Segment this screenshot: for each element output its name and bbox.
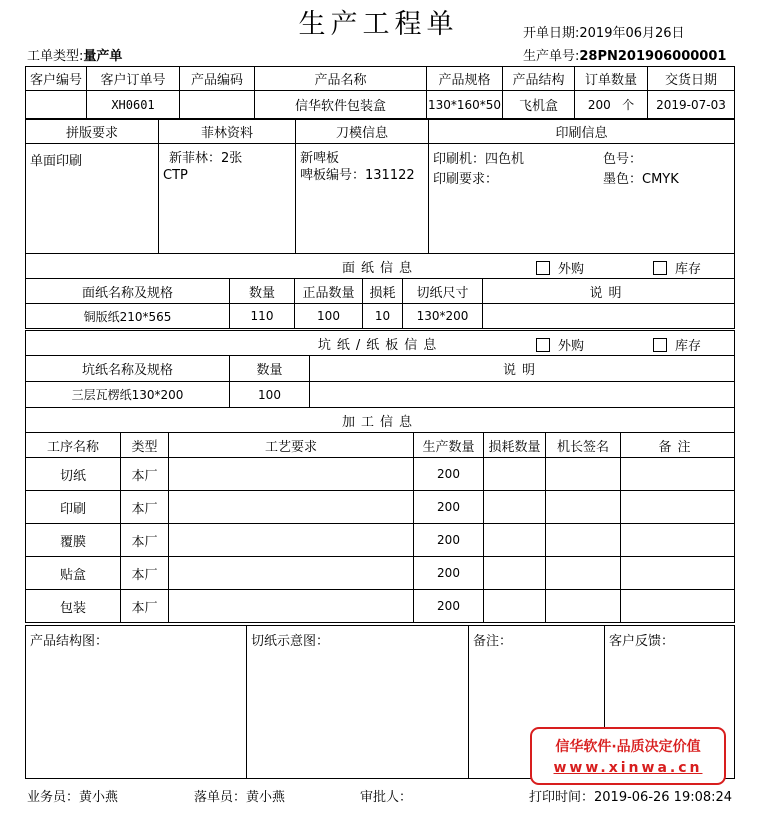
press-info — [429, 144, 735, 254]
face-paper-header-row — [26, 279, 735, 304]
col-header: 损耗 — [363, 279, 403, 304]
print-time: 打印时间：2019-06-26 19:08:24 — [529, 790, 733, 805]
open-date — [523, 22, 685, 41]
face-paper-section-row — [26, 254, 735, 279]
order-qty — [575, 91, 648, 119]
color-label: 色号： — [603, 152, 643, 167]
corrugated-header-row — [26, 356, 735, 382]
process-table — [25, 407, 735, 623]
col-header: 机长签名 — [546, 433, 621, 458]
col-header: 交货日期 — [648, 67, 735, 91]
film-info — [159, 144, 296, 254]
cutting-diagram: 切纸示意图： — [247, 626, 469, 779]
col-header: 说明 — [483, 279, 735, 304]
process-loss — [484, 524, 546, 557]
col-header: 数量 — [230, 356, 310, 382]
table-row — [26, 458, 735, 491]
stock-label: 库存 — [675, 339, 702, 354]
stock-checkbox[interactable] — [653, 261, 667, 275]
process-qty: 200 — [414, 458, 484, 491]
corrugated-section — [26, 331, 735, 356]
product-structure-diagram: 产品结构图： — [26, 626, 247, 779]
corrugated-section-row — [26, 331, 735, 356]
press-line1: 印刷机：四色机 — [433, 152, 525, 167]
corrugated-name: 三层瓦楞纸130*200 — [26, 382, 230, 408]
order-qty-value: 200 — [587, 98, 611, 112]
order-type-label: 工单类型: — [27, 49, 84, 64]
press-line2: 印刷要求： — [433, 172, 499, 187]
face-paper-outsource[interactable] — [536, 258, 584, 277]
order-table — [25, 66, 735, 119]
corrugated-note — [310, 382, 735, 408]
process-remark — [621, 458, 735, 491]
process-sign — [546, 590, 621, 623]
product-code — [180, 91, 255, 119]
process-name: 切纸 — [26, 458, 121, 491]
outsource-checkbox[interactable] — [536, 261, 550, 275]
face-paper-row — [26, 304, 735, 329]
order-type — [27, 45, 122, 64]
remarks-box: 备注： — [469, 626, 605, 779]
col-header: 产品编码 — [180, 67, 255, 91]
process-name: 包装 — [26, 590, 121, 623]
process-sign — [546, 524, 621, 557]
col-header: 产品规格 — [427, 67, 503, 91]
customer-feedback-box: 客户反馈： — [605, 626, 735, 779]
ink-color: 墨色：CMYK — [603, 172, 679, 187]
salesman: 业务员：黄小燕 — [27, 790, 119, 805]
col-header: 印刷信息 — [429, 120, 735, 144]
process-type: 本厂 — [121, 458, 169, 491]
face-paper-loss: 10 — [363, 304, 403, 329]
die-line1: 新啤板 — [300, 151, 340, 166]
film-line2: CTP — [163, 168, 188, 183]
col-header: 拼版要求 — [26, 120, 159, 144]
process-qty: 200 — [414, 491, 484, 524]
col-header: 工艺要求 — [169, 433, 414, 458]
process-remark — [621, 524, 735, 557]
process-loss — [484, 590, 546, 623]
table-row — [26, 590, 735, 623]
table-row — [26, 491, 735, 524]
col-header: 客户订单号 — [87, 67, 180, 91]
imposition: 单面印刷 — [26, 144, 159, 254]
outsource-label: 外购 — [558, 262, 585, 277]
open-date-label: 开单日期: — [523, 26, 580, 41]
process-sign — [546, 458, 621, 491]
corrugated-row — [26, 382, 735, 408]
delivery-date: 2019-07-03 — [648, 91, 735, 119]
table-row — [26, 557, 735, 590]
die-info — [296, 144, 429, 254]
process-type: 本厂 — [121, 491, 169, 524]
process-type: 本厂 — [121, 524, 169, 557]
col-header: 类型 — [121, 433, 169, 458]
process-title: 加工信息 — [342, 414, 419, 430]
process-sign — [546, 557, 621, 590]
press-row1 — [433, 150, 730, 170]
col-header: 产品名称 — [255, 67, 427, 91]
face-paper-note — [483, 304, 735, 329]
open-date-value: 2019年06月26日 — [579, 26, 685, 41]
stamp-line1: 信华软件·品质决定价值 — [555, 739, 701, 755]
col-header: 工序名称 — [26, 433, 121, 458]
process-requirement — [169, 491, 414, 524]
process-qty: 200 — [414, 524, 484, 557]
press-row2 — [433, 170, 730, 190]
col-header: 坑纸名称及规格 — [26, 356, 230, 382]
process-section — [26, 408, 735, 433]
product-name: 信华软件包装盒 — [255, 91, 427, 119]
process-section-row — [26, 408, 735, 433]
col-header: 正品数量 — [295, 279, 363, 304]
customer-no — [26, 91, 87, 119]
stock-label: 库存 — [675, 262, 702, 277]
face-paper-section — [26, 254, 735, 279]
process-requirement — [169, 557, 414, 590]
outsource-checkbox[interactable] — [536, 338, 550, 352]
col-header: 产品结构 — [503, 67, 575, 91]
corrugated-stock[interactable] — [653, 335, 701, 354]
process-name: 贴盒 — [26, 557, 121, 590]
process-remark — [621, 590, 735, 623]
col-header: 面纸名称及规格 — [26, 279, 230, 304]
face-paper-stock[interactable] — [653, 258, 701, 277]
process-sign — [546, 491, 621, 524]
process-type: 本厂 — [121, 557, 169, 590]
order-header-row — [26, 67, 735, 91]
process-name: 印刷 — [26, 491, 121, 524]
process-qty: 200 — [414, 590, 484, 623]
process-remark — [621, 557, 735, 590]
clerk: 落单员：黄小燕 — [194, 790, 286, 805]
approver: 审批人： — [360, 790, 413, 805]
prepress-table — [25, 119, 735, 254]
face-paper-qty: 110 — [230, 304, 295, 329]
product-spec: 130*160*50 — [427, 91, 503, 119]
order-value-row — [26, 91, 735, 119]
col-header: 生产数量 — [414, 433, 484, 458]
col-header: 数量 — [230, 279, 295, 304]
face-paper-cut-size: 130*200 — [403, 304, 483, 329]
col-header: 刀模信息 — [296, 120, 429, 144]
die-line2: 啤板编号：131122 — [300, 168, 415, 183]
product-structure: 飞机盒 — [503, 91, 575, 119]
corrugated-qty: 100 — [230, 382, 310, 408]
col-header: 说明 — [310, 356, 735, 382]
col-header: 客户编号 — [26, 67, 87, 91]
corrugated-title: 坑纸/纸板信息 — [317, 337, 443, 353]
order-type-value: 量产单 — [83, 49, 123, 64]
face-paper-name: 铜版纸210*565 — [26, 304, 230, 329]
order-qty-unit: 个 — [622, 98, 635, 112]
process-qty: 200 — [414, 557, 484, 590]
col-header: 切纸尺寸 — [403, 279, 483, 304]
customer-order-no: XH0601 — [87, 91, 180, 119]
order-number — [523, 45, 726, 64]
watermark-stamp — [530, 727, 726, 785]
prepress-header-row — [26, 120, 735, 144]
process-loss — [484, 458, 546, 491]
page-title: 生产工程单 — [298, 9, 459, 40]
process-remark — [621, 491, 735, 524]
process-requirement — [169, 590, 414, 623]
stamp-line2: www.xinwa.cn — [553, 760, 703, 776]
corrugated-outsource[interactable] — [536, 335, 584, 354]
corrugated-table — [25, 330, 735, 408]
process-loss — [484, 491, 546, 524]
film-line1: 新菲林：2张 — [169, 151, 243, 166]
face-paper-title: 面纸信息 — [342, 260, 419, 276]
prepress-value-row — [26, 144, 735, 254]
order-number-label: 生产单号: — [523, 49, 580, 64]
process-header-row — [26, 433, 735, 458]
outsource-label: 外购 — [558, 339, 585, 354]
order-number-value: 28PN201906000001 — [579, 49, 727, 64]
stock-checkbox[interactable] — [653, 338, 667, 352]
col-header: 订单数量 — [575, 67, 648, 91]
table-row — [26, 524, 735, 557]
face-paper-good-qty: 100 — [295, 304, 363, 329]
process-requirement — [169, 458, 414, 491]
process-type: 本厂 — [121, 590, 169, 623]
process-requirement — [169, 524, 414, 557]
col-header: 损耗数量 — [484, 433, 546, 458]
process-name: 覆膜 — [26, 524, 121, 557]
face-paper-table — [25, 253, 735, 329]
process-loss — [484, 557, 546, 590]
col-header: 菲林资料 — [159, 120, 296, 144]
col-header: 备注 — [621, 433, 735, 458]
